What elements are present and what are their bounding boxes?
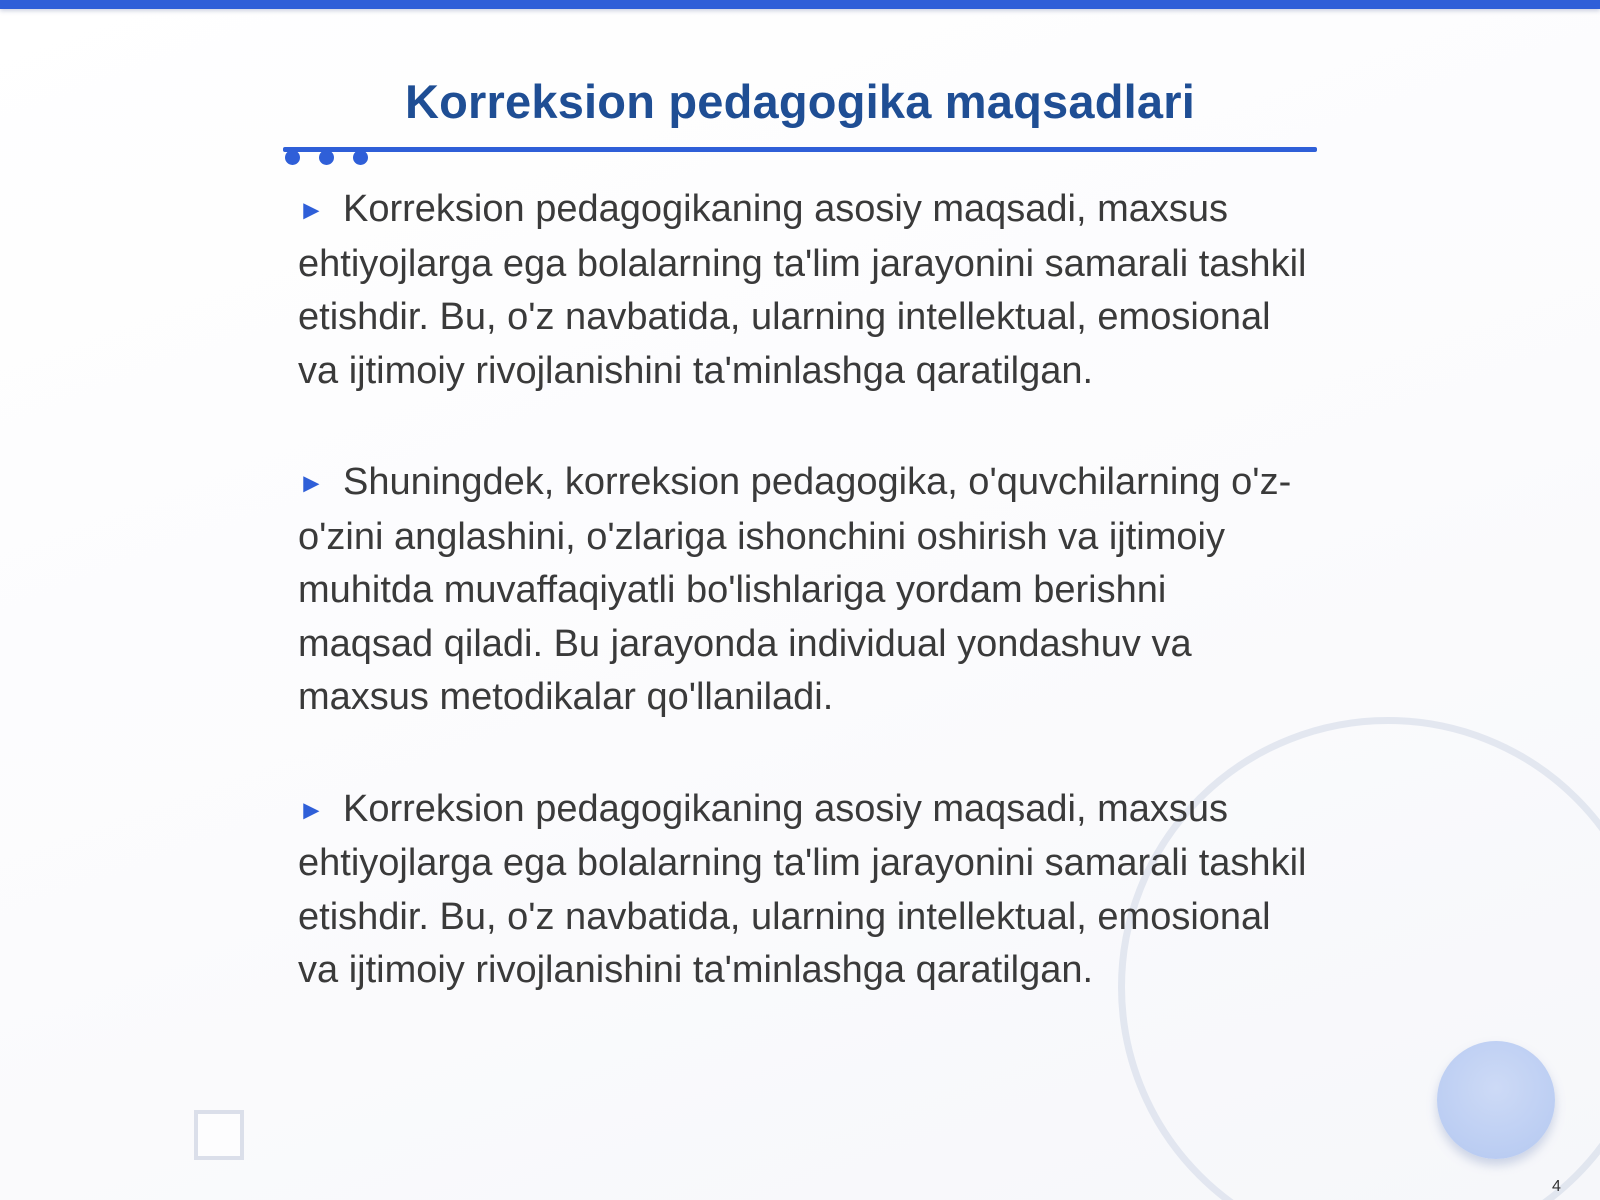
title-underline xyxy=(283,147,1317,152)
decorative-circle xyxy=(1437,1041,1555,1159)
triangle-bullet-icon: ► xyxy=(298,468,325,498)
decorative-square xyxy=(194,1110,244,1160)
triangle-bullet-icon: ► xyxy=(298,195,325,225)
decorative-dot xyxy=(285,150,300,165)
triangle-bullet-icon: ► xyxy=(298,794,325,825)
bullet-paragraph xyxy=(298,183,1308,398)
bullet-list xyxy=(298,183,1308,1056)
paragraph-text: Korreksion pedagogikaning asosiy maqsadi, maxsus ehtiyojlarga ega bolalarning ta'lim jarayonini samarali tashkil etishdir. Bu, o'z navbatida, ularning intellektual, emosional va ijtimoiy rivojlanishini ta'minlashga qaratilgan. xyxy=(298,787,1307,991)
bullet-paragraph xyxy=(298,456,1308,725)
decorative-dot xyxy=(353,150,368,165)
paragraph-text: Korreksion pedagogikaning asosiy maqsadi, maxsus ehtiyojlarga ega bolalarning ta'lim jarayonini samarali tashkil etishdir. Bu, o'z navbatida, ularning intellektual, emosional va ijtimoiy rivojlanishini ta'minlashga qaratilgan. xyxy=(298,188,1307,392)
slide-title: Korreksion pedagogika maqsadlari xyxy=(405,75,1195,128)
bullet-paragraph xyxy=(298,783,1308,998)
decorative-dot xyxy=(319,150,334,165)
paragraph-text: Shuningdek, korreksion pedagogika, o'quvchilarning o'z-o'zini anglashini, o'zlariga ishonchini oshirish va ijtimoiy muhitda muvaffaqiyatli bo'lishlariga yordam berishni maqsad qiladi. Bu jarayonda individual yondashuv va maxsus metodikalar qo'llaniladi. xyxy=(298,461,1292,718)
top-accent-bar xyxy=(0,0,1600,9)
page-number: 4 xyxy=(1552,1178,1561,1195)
